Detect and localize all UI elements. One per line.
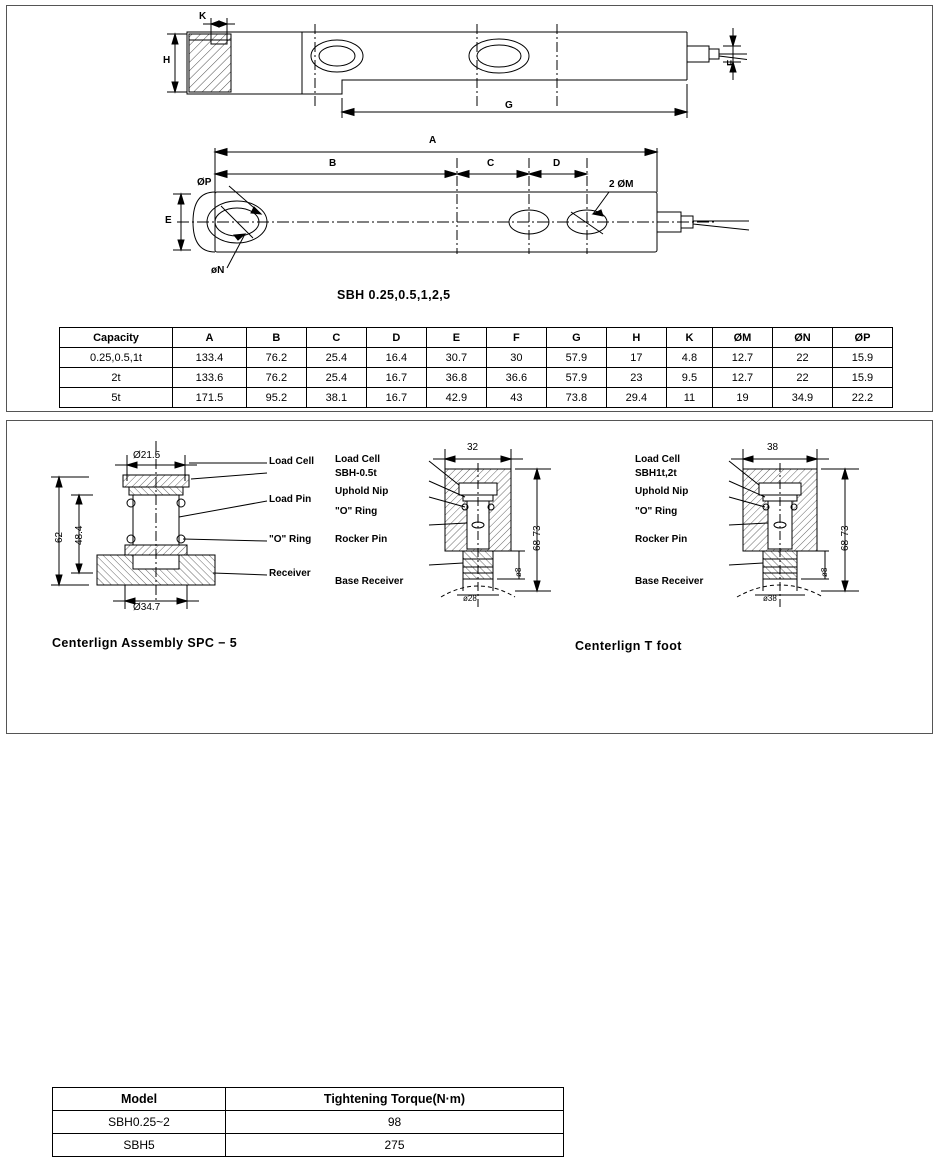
cell: 36.8 [426,368,486,388]
cell: 2t [60,368,173,388]
assembly-spc5-drawing [37,433,317,623]
tfoot-left-dim-height: 68-73 [532,525,543,551]
table-row [60,388,893,408]
th-g: G [546,328,606,348]
table-row [60,348,893,368]
tfoot-left-drawing [337,439,597,629]
side-view-drawing [127,11,747,134]
cell: 57.9 [546,368,606,388]
top-drawing-panel [6,5,933,412]
cell: SBH0.25~2 [53,1111,226,1134]
tfoot-right-callout-uphold-nip: Uphold Nip [635,486,689,497]
dim-label-OP: ØP [197,177,212,188]
cell: 15.9 [832,368,892,388]
cell: 11 [666,388,712,408]
cell: 16.7 [366,388,426,408]
cell: 95.2 [246,388,306,408]
cell: 171.5 [173,388,247,408]
cell: 275 [226,1134,564,1157]
dim-label-K: K [199,11,207,22]
cell: 12.7 [712,348,772,368]
cell: 17 [606,348,666,368]
cell: 9.5 [666,368,712,388]
tfoot-left-callout-uphold-nip: Uphold Nip [335,486,389,497]
assembly-callout-load-pin: Load Pin [269,494,312,505]
cell: 36.6 [486,368,546,388]
table-header-row [60,328,893,348]
th-op: ØP [832,328,892,348]
cell: 22.2 [832,388,892,408]
tfoot-right-callout-model: SBH1t,2t [635,468,677,479]
cell: 15.9 [832,348,892,368]
th-model: Model [53,1088,226,1111]
assembly-callout-o-ring: "O" Ring [269,534,312,545]
plan-view-drawing [157,134,757,284]
assembly-dim-d215: Ø21.5 [133,450,161,461]
cell: 19 [712,388,772,408]
dim-label-B: B [329,158,337,169]
dim-label-C: C [487,158,495,169]
tfoot-right-dim-38: 38 [767,442,779,453]
cell: 29.4 [606,388,666,408]
cell: 25.4 [306,348,366,368]
tfoot-right-callout-base-receiver: Base Receiver [635,576,704,587]
th-capacity: Capacity [60,328,173,348]
assembly-dim-484: 48.4 [74,525,85,545]
dim-label-F: F [726,59,737,66]
tfoot-left-callout-base-receiver: Base Receiver [335,576,404,587]
cell: 30 [486,348,546,368]
dim-label-H: H [163,55,171,66]
cell: 5t [60,388,173,408]
cell: 98 [226,1111,564,1134]
th-h: H [606,328,666,348]
cell: SBH5 [53,1134,226,1157]
cell: 4.8 [666,348,712,368]
assembly-callout-receiver: Receiver [269,568,311,579]
tfoot-left-callout-rocker-pin: Rocker Pin [335,534,388,545]
tightening-torque-table [52,1087,564,1157]
cell: 43 [486,388,546,408]
assembly-title: Centerlign Assembly SPC − 5 [52,636,238,650]
tfoot-right-drawing [637,439,917,629]
table-row [60,368,893,388]
tfoot-right-dim-base: ø38 [763,594,777,603]
th-c: C [306,328,366,348]
th-b: B [246,328,306,348]
dim-label-E: E [165,215,172,226]
th-om: ØM [712,328,772,348]
tfoot-left-callout-load-cell: Load Cell [335,454,381,465]
dim-label-oN: øN [211,265,225,276]
cell: 12.7 [712,368,772,388]
cell: 42.9 [426,388,486,408]
tfoot-title: Centerlign T foot [575,639,682,653]
top-figure-title: SBH 0.25,0.5,1,2,5 [337,288,451,302]
cell: 57.9 [546,348,606,368]
cell: 0.25,0.5,1t [60,348,173,368]
table-header-row [53,1088,564,1111]
tfoot-right-callout-o-ring: "O" Ring [635,506,678,517]
tfoot-left-dim-32: 32 [467,442,479,453]
cell: 25.4 [306,368,366,388]
th-d: D [366,328,426,348]
assembly-callout-load-cell: Load Cell [269,456,315,467]
cell: 76.2 [246,368,306,388]
tfoot-right-callout-load-cell: Load Cell [635,454,681,465]
cell: 16.4 [366,348,426,368]
th-e: E [426,328,486,348]
tfoot-left-dim-base: ø28 [463,594,477,603]
tfoot-right-dim-height: 68-73 [840,525,851,551]
th-a: A [173,328,247,348]
cell: 22 [772,368,832,388]
tfoot-left-dim-pin: ø8 [514,567,523,577]
cell: 133.4 [173,348,247,368]
cell: 73.8 [546,388,606,408]
tfoot-right-dim-pin: ø8 [820,567,829,577]
cell: 38.1 [306,388,366,408]
assembly-dim-62: 62 [54,531,65,543]
cell: 76.2 [246,348,306,368]
th-on: ØN [772,328,832,348]
cell: 34.9 [772,388,832,408]
table-row [53,1134,564,1157]
table-row [53,1111,564,1134]
dim-label-A: A [429,135,437,146]
tfoot-left-callout-o-ring: "O" Ring [335,506,378,517]
cell: 133.6 [173,368,247,388]
capacity-spec-table [59,327,893,408]
tfoot-left-callout-model: SBH-0.5t [335,468,377,479]
cell: 22 [772,348,832,368]
th-k: K [666,328,712,348]
cell: 23 [606,368,666,388]
dim-label-D: D [553,158,561,169]
cell: 16.7 [366,368,426,388]
th-f: F [486,328,546,348]
tfoot-right-callout-rocker-pin: Rocker Pin [635,534,688,545]
dim-label-2OM: 2 ØM [609,179,634,190]
assembly-dim-d347: Ø34.7 [133,602,161,613]
bottom-drawing-panel [6,420,933,1152]
cell: 30.7 [426,348,486,368]
dim-label-G: G [505,100,513,111]
th-torque: Tightening Torque(N·m) [226,1088,564,1111]
